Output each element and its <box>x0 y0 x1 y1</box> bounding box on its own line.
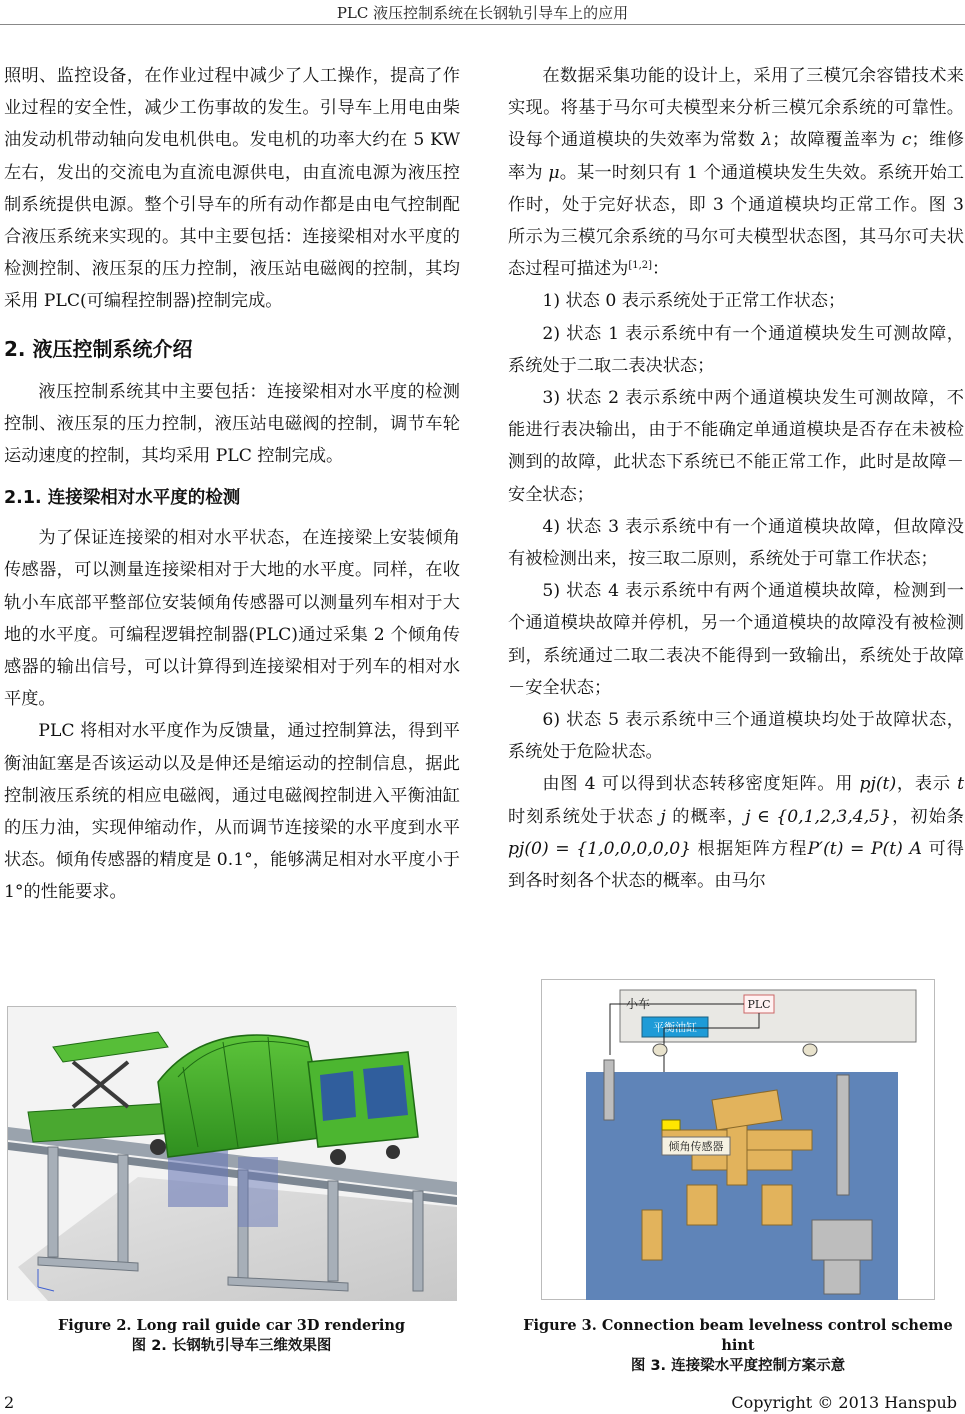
text-run: 的概率， <box>665 806 746 827</box>
levelness-control-diagram <box>542 980 936 1301</box>
list-item: 4) 状态 3 表示系统中有一个通道模块故障，但故障没有被检测出来，按三取二原则，系统处于可靠工作状态； <box>508 516 964 570</box>
caption-english: Figure 3. Connection beam levelness control scheme hint <box>523 1317 953 1354</box>
figure-3-scheme <box>541 979 935 1300</box>
guide-car-3d-illustration <box>8 1007 457 1301</box>
symbol-t: t <box>957 774 964 795</box>
list-item: 6) 状态 5 表示系统中三个通道模块均处于故障状态，系统处于危险状态。 <box>508 710 964 763</box>
text-run: 在数据采集功能的设计上，采用了三模冗余容错技术来实现。将基于马尔可夫模型来分析三模冗余系统的可靠性。设每个通道模块的失效率为常数 <box>508 66 964 151</box>
caption-english: Figure 2. Long rail guide car 3D rendering <box>57 1317 406 1334</box>
formula-initial: pj(0) = {1,0,0,0,0,0} <box>508 838 692 859</box>
text-run: 由图 4 可以得到状态转移密度矩阵。用 <box>542 774 860 795</box>
cylinder-label: 平衡油缸 <box>653 1021 697 1034</box>
plc-label: PLC <box>747 998 771 1011</box>
left-column <box>4 60 460 909</box>
paragraph-system-intro: 液压控制系统其中主要包括：连接梁相对水平度的检测控制、液压泵的压力控制，液压站电磁阀的控制，调节车轮运动速度的控制，其均采用 PLC 控制完成。 <box>4 381 460 467</box>
text-run: ；维修率为 <box>508 130 964 183</box>
list-item: 2) 状态 1 表示系统中有一个通道模块发生可测故障，系统处于二取二表决状态； <box>508 323 964 376</box>
list-item: 3) 状态 2 表示系统中两个通道模块发生可测故障，不能进行表决输出，由于不能确定单通道模块是否存在未被检测到的故障，此状态下系统已不能正常工作，此时是故障－安全状态； <box>508 388 964 505</box>
text-run: ；故障覆盖率为 <box>772 130 902 151</box>
text-run: 时刻系统处于状态 <box>508 806 661 827</box>
section-heading: 2. 液压控制系统介绍 <box>4 336 193 361</box>
paragraph-sensor: 为了保证连接梁的相对水平状态，在连接梁上安装倾角传感器，可以测量连接梁相对于大地的水平度。同样，在收轨小车底部平整部位安装倾角传感器可以测量列车相对于大地的水平度。可编程逻辑控制器(PLC)通过采集 2 个倾角传感器的输出信号，可以计算得到连接梁相对于列车的相对水平度。 <box>4 528 460 710</box>
figure-2-caption <box>7 1316 456 1356</box>
paragraph-intro: 照明、监控设备，在作业过程中减少了人工操作，提高了作业过程的安全性，减少工伤事故的发生。引导车上用电由柴油发动机带动轴向发电机供电。发电机的功率大约在 5 KW 左右，发出的交流电为直流电源供电，由直流电源为液压控制系统提供电源。整个引导车的所有动作都是由电气控制配合液压系统来实现的。其中主要包括：连接梁相对水平度的检测控制、液压泵的压力控制，液压站电磁阀的控制，其均采用 PLC(可编程控制器)控制完成。 <box>4 66 460 312</box>
right-column <box>508 60 964 897</box>
text-run: 根据矩阵方程 <box>691 838 808 859</box>
formula-state-set: j ∈ {0,1,2,3,4,5} <box>745 806 892 827</box>
symbol-c: c <box>901 130 912 151</box>
caption-chinese: 图 3. 连接梁水平度控制方案示意 <box>630 1358 846 1374</box>
formula-pjt: pj(t) <box>859 774 897 795</box>
text-run: ，初始条 <box>891 806 964 827</box>
text-run: ： <box>652 259 670 280</box>
formula-matrix-equation: P′(t) = P(t) A <box>807 838 922 859</box>
car-label: 小车 <box>626 997 651 1011</box>
caption-chinese: 图 2. 长钢轨引导车三维效果图 <box>131 1338 332 1354</box>
running-title: PLC 液压控制系统在长钢轨引导车上的应用 <box>336 4 629 22</box>
text-run: 。某一时刻只有 1 个通道模块发生失效。系统开始工作时，处于完好状态，即 3 个通道模块均正常工作。图 3 所示为三模冗余系统的马尔可夫模型状态图，其马尔可夫状态过程可描述为 <box>508 162 964 280</box>
symbol-j: j <box>660 806 666 827</box>
copyright: Copyright © 2013 Hanspub <box>731 1393 957 1412</box>
figure-2-rendering <box>7 1006 456 1300</box>
sensor-label: 倾角传感器 <box>668 1140 724 1153</box>
symbol-lambda: λ <box>761 130 773 151</box>
citation[interactable]: [1,2] <box>628 260 653 272</box>
paragraph-redundancy <box>508 60 964 285</box>
page-number: 2 <box>4 1393 15 1412</box>
text-run: ，表示 <box>896 774 958 795</box>
figure-3-caption <box>520 1316 956 1376</box>
paragraph-matrix <box>508 768 964 897</box>
text-run: 可得到各时刻各个状态的概率。由马尔 <box>508 838 964 892</box>
subsection-heading: 2.1. 连接梁相对水平度的检测 <box>4 488 241 509</box>
list-item: 5) 状态 4 表示系统中有两个通道模块故障，检测到一个通道模块故障并停机，另一个通道模块的故障没有被检测到，系统通过二取二表决不能得到一致输出，系统处于故障－安全状态； <box>508 581 964 698</box>
symbol-mu: μ <box>548 162 560 183</box>
paragraph-feedback: PLC 将相对水平度作为反馈量，通过控制算法，得到平衡油缸塞是否该运动以及是伸还是缩运动的控制信息，据此控制液压系统的相应电磁阀，通过电磁阀控制进入平衡油缸的压力油，实现伸缩动作，从而调节连接梁的水平度到水平状态。倾角传感器的精度是 0.1°，能够满足相对水平度小于 1°的性能要求。 <box>4 721 460 903</box>
header-rule <box>0 24 965 25</box>
list-item: 1) 状态 0 表示系统处于正常工作状态； <box>542 291 846 312</box>
